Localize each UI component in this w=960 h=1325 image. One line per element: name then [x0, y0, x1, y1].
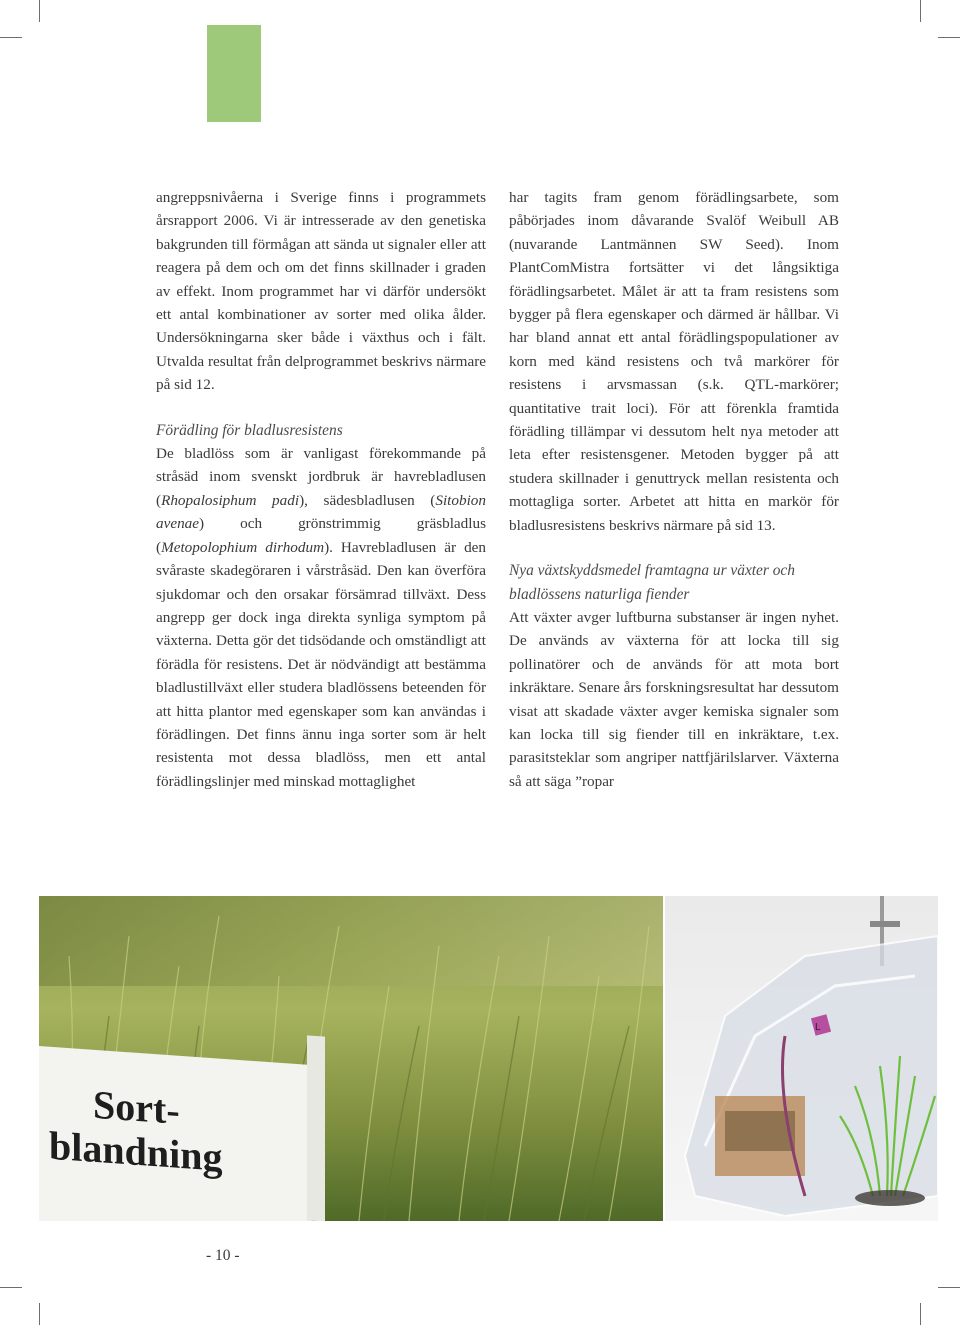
species-name: Sitobion avenae	[156, 491, 486, 533]
right-paragraph-1: har tagits fram genom förädlingsarbete, som påbörjades inom dåvarande Svalöf Weibull AB (nuvarande Lantmännen SW Seed). Inom PlantComMistra fortsätter vi det långsiktiga förädlingsarbetet. Målet är att ta fram resistens som bygger på flera egenskaper och därmed är hållbar. Vi har bland annat ett antal förädlingspopulationer av korn med känd resistens och två markörer för resistens i arvsmassan (s.k. QTL-markörer; quantitative trait loci). För att förenkla framtida förädling tillämpar vi dessutom helt nya metoder att leta efter resistensgener. Metoden bygger på att studera skillnader i genuttryck mellan resistenta och mottagliga sorter. Arbetet att hitta en markör för bladlusresistens beskrivs närmare på sid 13.	[509, 189, 839, 534]
crop-mark-tr-h	[938, 37, 960, 38]
crop-mark-tr-v	[920, 0, 921, 22]
sign-post	[307, 1035, 325, 1221]
sign-line-1: Sort-	[93, 1081, 180, 1133]
crop-mark-br-v	[920, 1303, 921, 1325]
left-paragraph-1: angreppsnivåerna i Sverige finns i programmets årsrapport 2006. Vi är intresserade av den genetiska bakgrunden till förmågan att sända ut signaler eller att reagera på dem och om det finns skillnader i graden av effekt. Inom programmet har vi därför undersökt ett antal kombinationer av sorter med olika ålder. Undersökningarna sker både i växthus och i fält. Utvalda resultat från delprogrammet beskrivs närmare på sid 12.	[156, 189, 486, 394]
species-name: Metopolophium dirhodum	[161, 538, 325, 556]
left-paragraph-2	[156, 442, 486, 793]
lab-plants-image	[665, 896, 938, 1221]
photo-barley-field	[39, 896, 663, 1221]
sign-line-2: blandning	[49, 1122, 223, 1180]
text-span: ), sädesbladlusen (	[299, 491, 436, 509]
crop-mark-bl-v	[39, 1303, 40, 1325]
sign-text	[49, 1080, 299, 1185]
photo-lab-plants	[665, 896, 938, 1221]
crop-mark-tl-h	[0, 37, 22, 38]
tag-label: L	[815, 1022, 821, 1033]
right-paragraph-2: Att växter avger luftburna substanser är ingen nyhet. De används av växterna för att locka till sig pollinatörer och de används för att mota bort inkräktare. Senare års forskningsresultat har dessutom visat att skadade växter avger kemiska signaler som kan locka till sig fiender till en inkräktare, t.ex. parasitsteklar som angriper nattfjärilslarver. Växterna så att säga ”ropar	[509, 608, 839, 790]
section-heading-aphid-resistance: Förädling för bladlusresistens	[156, 421, 343, 439]
text-span: De bladlöss som är vanligast förekommande på stråsäd inom svenskt jordbruk är havrebladlusen (	[156, 445, 486, 509]
sign-board	[39, 1046, 311, 1221]
accent-bar	[207, 25, 261, 122]
crop-mark-tl-v	[39, 0, 40, 22]
right-column	[509, 186, 839, 793]
crop-mark-bl-h	[0, 1287, 22, 1288]
section-heading-new-pesticides: Nya växtskyddsmedel framtagna ur växter och bladlössens naturliga fiender	[509, 562, 795, 603]
crop-mark-br-h	[938, 1287, 960, 1288]
text-span: ). Havrebladlusen är den svåraste skadegöraren i vårstråsäd. Den kan överföra sjukdomar och den orsakar försämrad tillväxt. Dess angrepp ger dock inga direkta synliga symptom på växterna. Detta gör det tidsödande och omständligt att förädla för resistens. Det är nödvändigt att bestämma bladlustillväxt eller studera bladlössens beteenden för att hitta plantor med egenskaper som kan användas i förädlingen. Det finns ännu inga sorter som är helt resistenta mot dessa bladlöss, men ett antal förädlingslinjer med minskad mottaglighet	[156, 538, 487, 790]
text-span: ) och grönstrimmig gräsbladlus (	[156, 515, 486, 556]
species-name: Rhopalosiphum padi	[161, 491, 300, 509]
page-number: - 10 -	[206, 1247, 240, 1264]
left-column	[156, 186, 486, 793]
photo-strip	[39, 896, 938, 1221]
